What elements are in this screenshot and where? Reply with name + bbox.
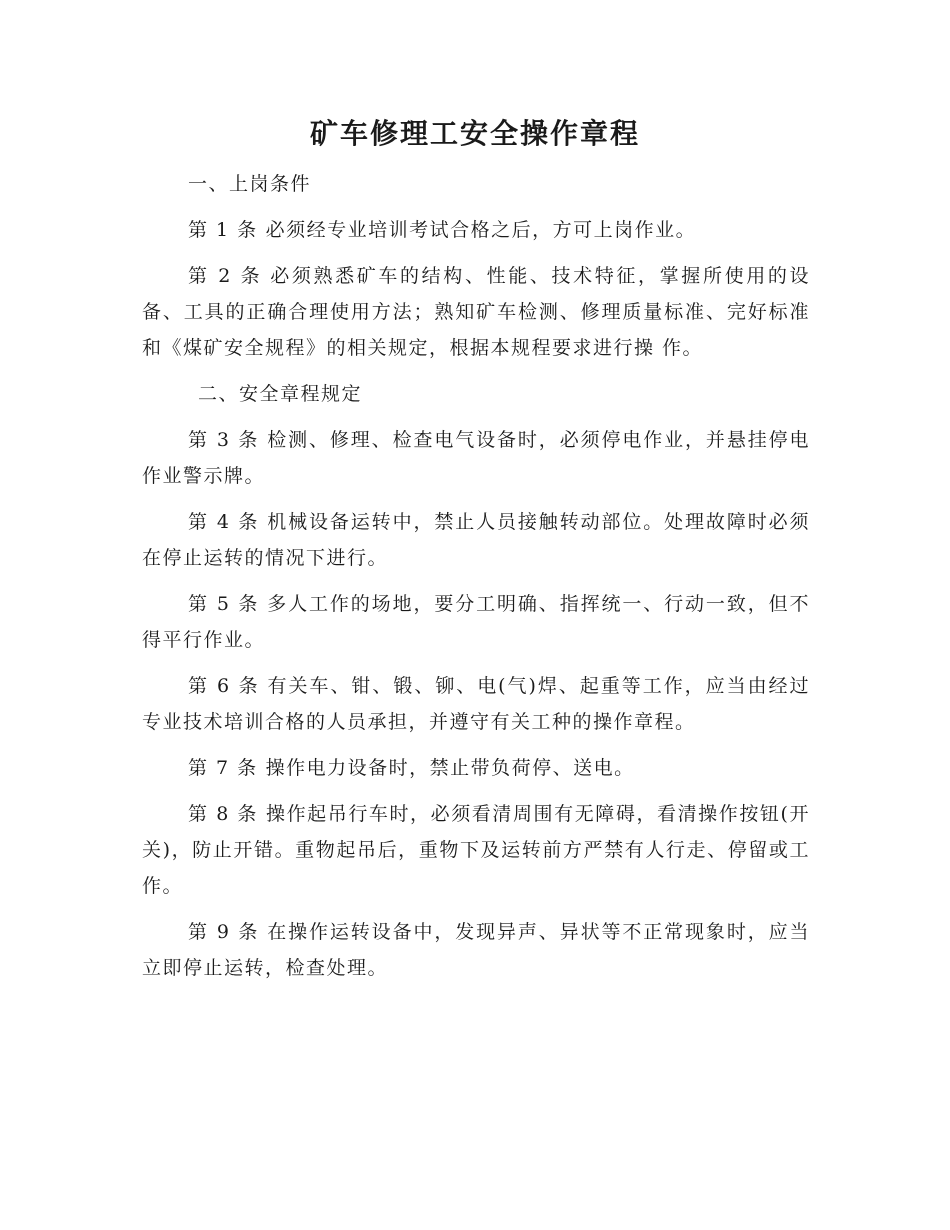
article-text: 必须熟悉矿车的结构、性能、技术特征，掌握所使用的设备、工具的正确合理使用方法；熟知矿车检测、修理质量标准、完好标准和《煤矿安全规程》的相关规定，根据本规程要求进行操 作。 [142,265,810,359]
article-8 [142,796,810,904]
document-title: 矿车修理工安全操作章程 [309,117,640,150]
article-number: 第 3 条 [188,429,260,451]
article-text: 机械设备运转中，禁止人员接触转动部位。处理故障时必须在停止运转的情况下进行。 [142,511,810,569]
document-body [142,166,810,996]
article-number: 第 1 条 [188,219,258,241]
article-text: 有关车、钳、锻、铆、电(气)焊、起重等工作，应当由经过专业技术培训合格的人员承担，并遵守有关工种的操作章程。 [142,675,811,733]
section-heading-1: 一、上岗条件 [188,173,312,195]
article-1 [142,212,810,248]
section-heading-2: 二、安全章程规定 [198,383,363,405]
article-5 [142,586,810,658]
article-number: 第 2 条 [188,265,263,287]
article-text: 必须经专业培训考试合格之后，方可上岗作业。 [265,219,697,241]
article-number: 第 7 条 [188,757,258,779]
article-number: 第 4 条 [188,511,260,533]
article-6 [142,668,810,740]
article-text: 操作电力设备时，禁止带负荷停、送电。 [265,757,635,779]
article-7 [142,750,810,786]
article-number: 第 5 条 [188,593,260,615]
article-3 [142,422,810,494]
article-number: 第 9 条 [188,921,260,943]
article-9 [142,914,810,986]
article-text: 在操作运转设备中，发现异声、异状等不正常现象时，应当立即停止运转，检查处理。 [142,921,810,979]
article-text: 多人工作的场地，要分工明确、指挥统一、行动一致，但不得平行作业。 [142,593,810,651]
article-number: 第 6 条 [188,675,260,697]
article-text: 检测、修理、检查电气设备时，必须停电作业，并悬挂停电作业警示牌。 [142,429,810,487]
article-2 [142,258,810,366]
article-4 [142,504,810,576]
article-text: 操作起吊行车时，必须看清周围有无障碍，看清操作按钮(开关)，防止开错。重物起吊后，重物下及运转前方严禁有人行走、停留或工作。 [142,803,810,897]
article-number: 第 8 条 [188,803,258,825]
